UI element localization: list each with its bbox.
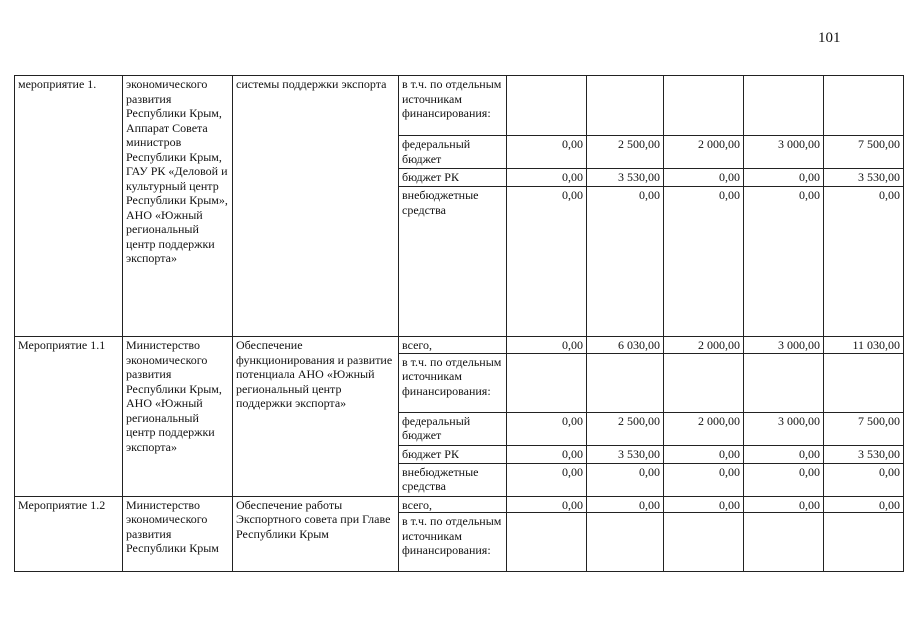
amount-cell: [664, 513, 744, 572]
measure-content-cell: системы поддержки экспорта: [233, 76, 399, 337]
amount-cell: 0,00: [507, 187, 587, 337]
funding-source-cell: в т.ч. по отдельным источникам финансирования:: [399, 353, 507, 412]
amount-cell: 0,00: [587, 463, 664, 496]
amount-cell: [587, 353, 664, 412]
funding-source-cell: внебюджетные средства: [399, 463, 507, 496]
amount-cell: [664, 353, 744, 412]
funding-source-cell: внебюджетные средства: [399, 187, 507, 337]
amount-cell: 0,00: [664, 169, 744, 187]
amount-cell: 0,00: [664, 187, 744, 337]
funding-source-cell: федеральный бюджет: [399, 136, 507, 169]
page-number: 101: [818, 30, 841, 46]
measure-name-cell: мероприятие 1.: [15, 76, 123, 337]
amount-cell: [507, 353, 587, 412]
amount-cell: 0,00: [507, 496, 587, 513]
amount-cell: 3 530,00: [824, 169, 904, 187]
amount-cell: 2 000,00: [664, 136, 744, 169]
amount-cell: [824, 353, 904, 412]
amount-cell: 0,00: [824, 463, 904, 496]
amount-cell: 6 030,00: [587, 337, 664, 354]
amount-cell: [664, 76, 744, 136]
amount-cell: 0,00: [744, 463, 824, 496]
budget-table: [14, 75, 904, 572]
funding-source-cell: в т.ч. по отдельным источникам финансирования:: [399, 513, 507, 572]
funding-source-cell: бюджет РК: [399, 169, 507, 187]
amount-cell: 0,00: [744, 496, 824, 513]
amount-cell: 2 000,00: [664, 337, 744, 354]
amount-cell: 0,00: [664, 496, 744, 513]
amount-cell: 0,00: [824, 496, 904, 513]
funding-source-cell: в т.ч. по отдельным источникам финансирования:: [399, 76, 507, 136]
amount-cell: [824, 513, 904, 572]
measure-content-cell: Обеспечение работы Экспортного совета при Главе Республики Крым: [233, 496, 399, 572]
amount-cell: 2 000,00: [664, 412, 744, 445]
amount-cell: 0,00: [664, 445, 744, 463]
amount-cell: 0,00: [507, 169, 587, 187]
measure-content-cell: Обеспечение функционирования и развитие потенциала АНО «Южный региональный центр поддержки экспорта»: [233, 337, 399, 497]
amount-cell: [744, 76, 824, 136]
amount-cell: [587, 513, 664, 572]
amount-cell: 0,00: [507, 412, 587, 445]
amount-cell: 3 530,00: [824, 445, 904, 463]
executor-cell: Министерство экономического развития Республики Крым: [123, 496, 233, 572]
amount-cell: 0,00: [824, 187, 904, 337]
table-row: [15, 496, 904, 513]
amount-cell: [824, 76, 904, 136]
measure-name-cell: Мероприятие 1.1: [15, 337, 123, 497]
amount-cell: 0,00: [587, 187, 664, 337]
amount-cell: [507, 76, 587, 136]
amount-cell: 0,00: [587, 496, 664, 513]
amount-cell: 0,00: [507, 337, 587, 354]
amount-cell: [587, 76, 664, 136]
amount-cell: 2 500,00: [587, 412, 664, 445]
executor-cell: Министерство экономического развития Республики Крым, АНО «Южный региональный центр поддержки экспорта»: [123, 337, 233, 497]
amount-cell: [744, 353, 824, 412]
amount-cell: 3 000,00: [744, 337, 824, 354]
amount-cell: 7 500,00: [824, 136, 904, 169]
amount-cell: [507, 513, 587, 572]
amount-cell: 0,00: [744, 187, 824, 337]
amount-cell: 3 530,00: [587, 445, 664, 463]
executor-cell: экономического развития Республики Крым, Аппарат Совета министров Республики Крым, ГАУ РК «Деловой и культурный центр Республики Крым», АНО «Южный региональный центр поддержки экспорта»: [123, 76, 233, 337]
amount-cell: 0,00: [744, 169, 824, 187]
funding-source-cell: бюджет РК: [399, 445, 507, 463]
amount-cell: 0,00: [507, 463, 587, 496]
amount-cell: 0,00: [664, 463, 744, 496]
amount-cell: 3 000,00: [744, 412, 824, 445]
amount-cell: 0,00: [507, 445, 587, 463]
amount-cell: 0,00: [744, 445, 824, 463]
amount-cell: 7 500,00: [824, 412, 904, 445]
measure-name-cell: Мероприятие 1.2: [15, 496, 123, 572]
funding-source-cell: федеральный бюджет: [399, 412, 507, 445]
table-row: [15, 76, 904, 136]
amount-cell: 3 530,00: [587, 169, 664, 187]
amount-cell: 11 030,00: [824, 337, 904, 354]
amount-cell: 0,00: [507, 136, 587, 169]
funding-source-cell: всего,: [399, 337, 507, 354]
funding-source-cell: всего,: [399, 496, 507, 513]
amount-cell: [744, 513, 824, 572]
table-row: [15, 337, 904, 354]
amount-cell: 3 000,00: [744, 136, 824, 169]
amount-cell: 2 500,00: [587, 136, 664, 169]
